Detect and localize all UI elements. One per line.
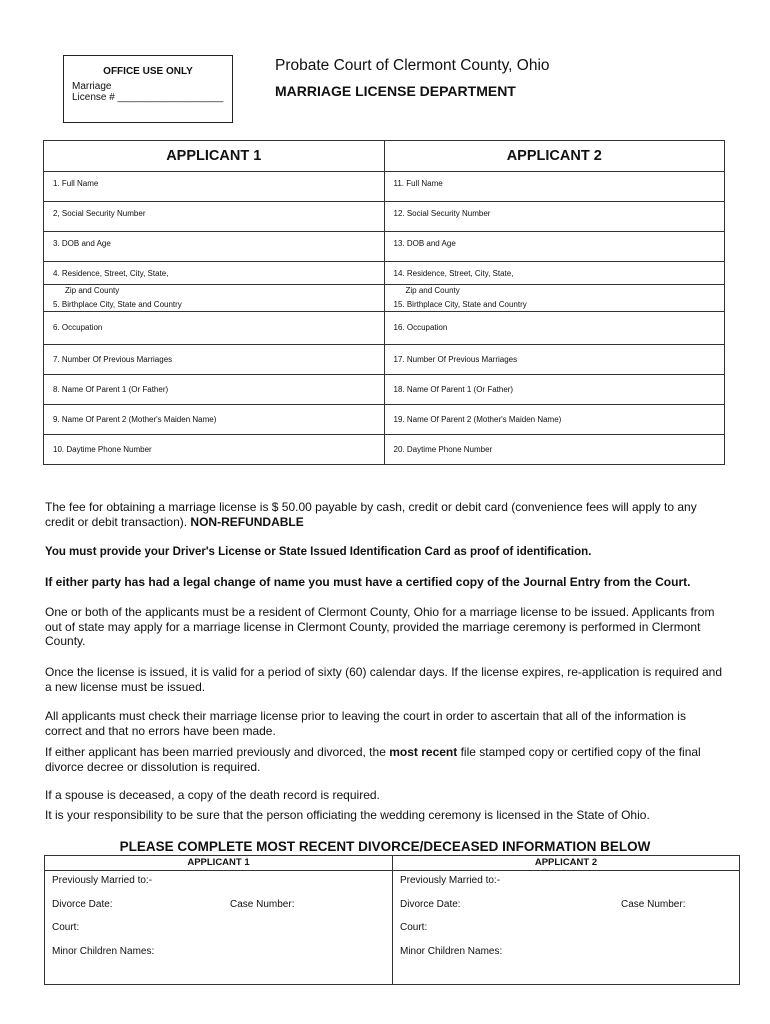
minor-children-1-field[interactable]: Minor Children Names:: [52, 946, 155, 957]
occupation-2-field[interactable]: 16. Occupation: [384, 312, 725, 345]
check-license-text: All applicants must check their marriage license prior to leaving the court in order to ascertain that all of the information is correct and that no errors have been made.: [45, 709, 686, 738]
court-1-field[interactable]: Court:: [52, 922, 80, 933]
officiant-text: It is your responsibility to be sure that the person officiating the wedding ceremony is licensed in the State of Ohio.: [45, 808, 650, 822]
birthplace-1-field[interactable]: Zip and County 5. Birthplace City, State and Country: [44, 285, 385, 312]
divorce-text-post: file stamped copy or certified copy of the final divorce decree or dissolution is required.: [45, 745, 701, 774]
department-title: MARRIAGE LICENSE DEPARTMENT: [275, 83, 516, 99]
fee-text: The fee for obtaining a marriage license is $ 50.00 payable by cash, credit or debit card (convenience fees will apply to any credit or debit transaction).: [45, 500, 697, 529]
previous-marriages-2-field[interactable]: 17. Number Of Previous Marriages: [384, 345, 725, 375]
phone-2-field[interactable]: 20. Daytime Phone Number: [384, 435, 725, 465]
table-row: [44, 172, 725, 202]
table-row: [44, 312, 725, 345]
residence-1-field[interactable]: 4. Residence, Street, City, State,: [44, 262, 385, 285]
divorce-text-pre: If either applicant has been married previously and divorced, the: [45, 745, 386, 759]
full-name-1-field[interactable]: 1. Full Name: [44, 172, 385, 202]
office-license-number: License # ___________________: [72, 92, 224, 103]
non-refundable-text: NON-REFUNDABLE: [190, 514, 304, 529]
divorce-applicant-1-header: APPLICANT 1: [45, 856, 392, 871]
parent-2-applicant-1-field[interactable]: 9. Name Of Parent 2 (Mother's Maiden Name): [44, 405, 385, 435]
court-2-field[interactable]: Court:: [400, 922, 428, 933]
divorce-section-heading: PLEASE COMPLETE MOST RECENT DIVORCE/DECEASED INFORMATION BELOW: [119, 839, 651, 854]
divorce-applicant-2-header: APPLICANT 2: [393, 856, 739, 871]
divorce-requirement-paragraph: [45, 745, 725, 774]
court-title: Probate Court of Clermont County, Ohio: [275, 57, 550, 74]
divorce-table: [44, 855, 740, 985]
deceased-text: If a spouse is deceased, a copy of the death record is required.: [45, 788, 380, 802]
table-row: [44, 405, 725, 435]
divorce-applicant-1-column: [45, 856, 393, 984]
id-required-text: You must provide your Driver's License or State Issued Identification Card as proof of identification.: [45, 546, 592, 558]
dob-2-field[interactable]: 13. DOB and Age: [384, 232, 725, 262]
applicant-2-header: APPLICANT 2: [384, 141, 725, 172]
previously-married-1-field[interactable]: Previously Married to:-: [52, 875, 153, 886]
birthplace-2-field[interactable]: Zip and County 15. Birthplace City, State and Country: [384, 285, 725, 312]
parent-1-applicant-2-field[interactable]: 18. Name Of Parent 1 (Or Father): [384, 375, 725, 405]
name-change-text: If either party has had a legal change of name you must have a certified copy of the Journal Entry from the Court.: [45, 575, 691, 589]
validity-text: Once the license is issued, it is valid for a period of sixty (60) calendar days. If the license expires, re-application is required and a new license must be issued.: [45, 665, 723, 694]
occupation-1-field[interactable]: 6. Occupation: [44, 312, 385, 345]
divorce-date-1-field[interactable]: Divorce Date:: [52, 899, 113, 910]
parent-2-applicant-2-field[interactable]: 19. Name Of Parent 2 (Mother's Maiden Name): [384, 405, 725, 435]
case-number-2-field[interactable]: Case Number:: [621, 899, 686, 910]
table-row: [44, 285, 725, 312]
phone-1-field[interactable]: 10. Daytime Phone Number: [44, 435, 385, 465]
table-row: [44, 435, 725, 465]
ssn-1-field[interactable]: 2, Social Security Number: [44, 202, 385, 232]
applicant-table: [43, 140, 725, 465]
case-number-1-field[interactable]: Case Number:: [230, 899, 295, 910]
table-row: [44, 232, 725, 262]
most-recent-text: most recent: [389, 745, 458, 759]
table-row: [44, 262, 725, 285]
table-row: [44, 345, 725, 375]
office-marriage-label: Marriage: [72, 81, 112, 92]
table-row: [44, 202, 725, 232]
previously-married-2-field[interactable]: Previously Married to:-: [400, 875, 501, 886]
office-use-title: OFFICE USE ONLY: [103, 66, 193, 77]
residency-text: One or both of the applicants must be a resident of Clermont County, Ohio for a marriage license to be issued. Applicants from out of state may apply for a marriage license in Clermont County, provided the marriage ceremony is performed in Clermont County.: [45, 605, 715, 648]
ssn-2-field[interactable]: 12. Social Security Number: [384, 202, 725, 232]
previous-marriages-1-field[interactable]: 7. Number Of Previous Marriages: [44, 345, 385, 375]
fee-paragraph: [45, 500, 725, 529]
minor-children-2-field[interactable]: Minor Children Names:: [400, 946, 503, 957]
applicant-1-header: APPLICANT 1: [44, 141, 385, 172]
parent-1-applicant-1-field[interactable]: 8. Name Of Parent 1 (Or Father): [44, 375, 385, 405]
table-row: [44, 375, 725, 405]
office-use-box: [63, 55, 233, 123]
dob-1-field[interactable]: 3. DOB and Age: [44, 232, 385, 262]
divorce-date-2-field[interactable]: Divorce Date:: [400, 899, 461, 910]
full-name-2-field[interactable]: 11. Full Name: [384, 172, 725, 202]
residence-2-field[interactable]: 14. Residence, Street, City, State,: [384, 262, 725, 285]
divorce-applicant-2-column: [393, 856, 739, 984]
